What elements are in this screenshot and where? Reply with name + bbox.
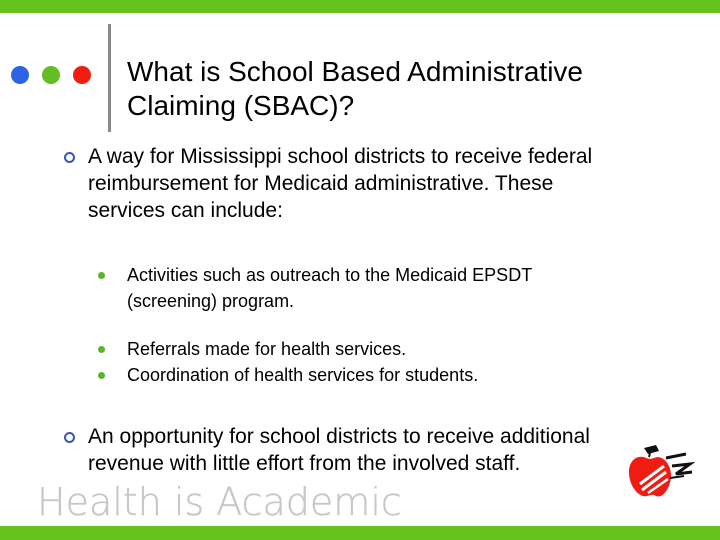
title-line-2: Claiming (SBAC)? (127, 90, 355, 121)
sub-bullet-2-text: Referrals made for health services. (127, 339, 407, 359)
sub-bullet-1-text: Activities such as outreach to the Medicaid EPSDT (screening) program. (127, 265, 533, 311)
top-green-bar (0, 0, 720, 13)
green-dot-bullet-icon (98, 372, 105, 379)
bullet-1-text: A way for Mississippi school districts to receive federal reimbursement for Medicaid administrative. These services can include: (88, 145, 593, 222)
green-dot-icon (42, 66, 60, 84)
bottom-green-bar (0, 526, 720, 540)
hollow-circle-bullet-icon (64, 152, 75, 163)
green-dot-bullet-icon (98, 272, 105, 279)
bullet-2-text: An opportunity for school districts to receive additional revenue with little effort from the involved staff. (88, 425, 590, 475)
blue-dot-icon (11, 66, 29, 84)
health-is-academic-logo: Health is Academic (37, 480, 402, 524)
title-divider (108, 24, 111, 132)
sub-bullet-3-text: Coordination of health services for students. (127, 365, 479, 385)
red-dot-icon (73, 66, 91, 84)
green-dot-bullet-icon (98, 346, 105, 353)
apple-logo-icon (626, 444, 696, 500)
hollow-circle-bullet-icon (64, 432, 75, 443)
slide-title (127, 55, 583, 123)
title-line-1: What is School Based Administrative (127, 56, 583, 87)
